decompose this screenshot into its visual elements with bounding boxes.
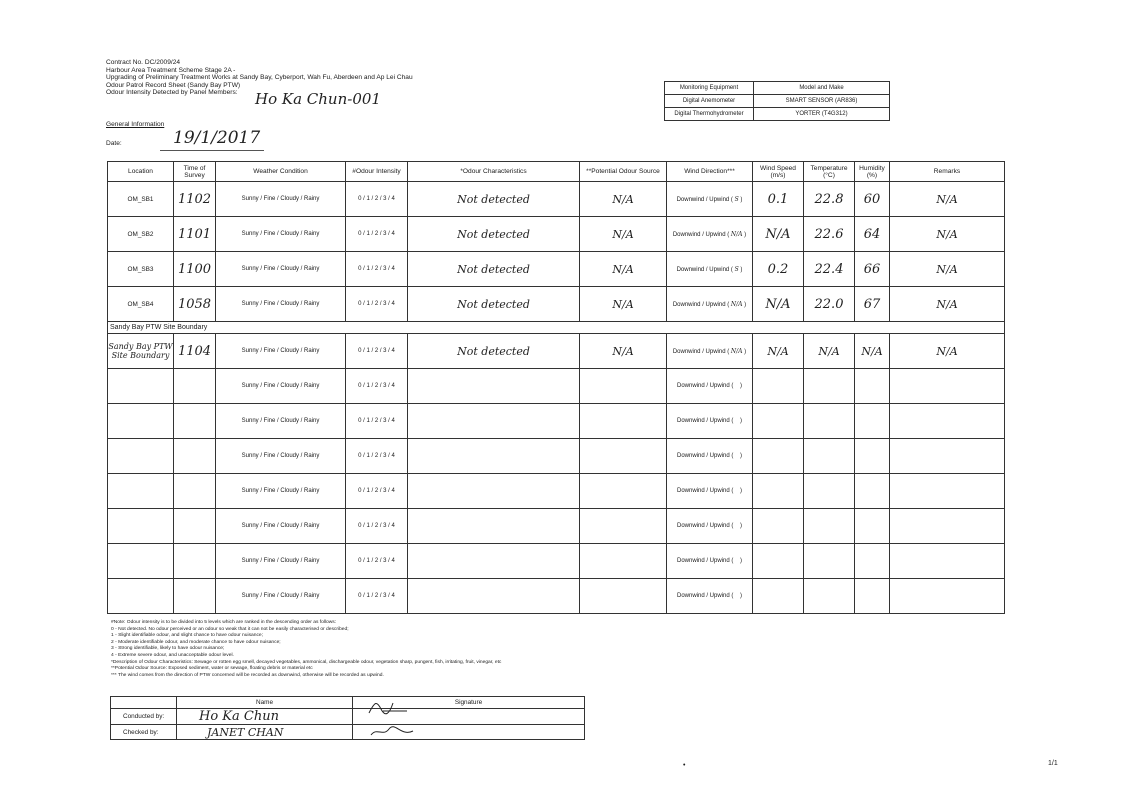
- odour-cell: [408, 404, 580, 439]
- wind-direction-text: Downwind / Upwind (: [676, 558, 734, 564]
- intensity-cell: 0 / 1 / 2 / 3 / 4: [346, 509, 408, 544]
- table-row: [108, 252, 1005, 287]
- odour-cell: [408, 509, 580, 544]
- section-label: Sandy Bay PTW Site Boundary: [108, 322, 1005, 334]
- wind-direction-text: Downwind / Upwind (: [672, 301, 730, 308]
- col-header: Temperature (°C): [804, 162, 855, 182]
- weather-cell: Sunny / Fine / Cloudy / Rainy: [216, 544, 346, 579]
- source-cell: [580, 439, 667, 474]
- wind-direction-cell: Downwind / Upwind ( ): [667, 474, 753, 509]
- location-cell: OM_SB2: [108, 217, 174, 252]
- equip-model: SMART SENSOR (AR836): [754, 95, 890, 108]
- intensity-cell: 0 / 1 / 2 / 3 / 4: [346, 252, 408, 287]
- odour-cell: [408, 579, 580, 614]
- remarks-cell: N/A: [890, 334, 1005, 369]
- conducted-by-label: Conducted by:: [111, 709, 177, 725]
- wind-note: N/A: [730, 347, 743, 355]
- remarks-cell: N/A: [890, 182, 1005, 217]
- temp-cell: [804, 474, 855, 509]
- note-line: 3 - Strong identifiable, likely to have odour nuisance;: [111, 646, 225, 652]
- temp-cell: 22.4: [804, 252, 855, 287]
- humidity-cell: 67: [855, 287, 890, 322]
- remarks-cell: [890, 544, 1005, 579]
- source-cell: [580, 509, 667, 544]
- location-cell: [108, 579, 174, 614]
- table-row-blank: [108, 404, 1005, 439]
- date-label: Date:: [106, 140, 122, 147]
- time-cell: [174, 544, 216, 579]
- note-line: *Description of Odour Characteristics: Sewage or rotten egg smell, decayed vegetables, ammonical, dischargeable odour, vegetation sharp, pungent, fish, irritating, fruit, vinegar, etc: [111, 659, 502, 665]
- intensity-cell: 0 / 1 / 2 / 3 / 4: [346, 439, 408, 474]
- table-row: [108, 334, 1005, 369]
- source-cell: [580, 544, 667, 579]
- weather-cell: Sunny / Fine / Cloudy / Rainy: [216, 287, 346, 322]
- wind-direction-text: Downwind / Upwind (: [676, 266, 733, 273]
- table-header-row: [108, 162, 1005, 182]
- speck-mark: •: [683, 762, 686, 769]
- location-cell: [108, 369, 174, 404]
- odour-cell: [408, 544, 580, 579]
- humidity-cell: [855, 369, 890, 404]
- equip-model: YORTER (T4G312): [754, 108, 890, 121]
- source-cell: [580, 474, 667, 509]
- odour-cell: Not detected: [408, 334, 580, 369]
- intensity-cell: 0 / 1 / 2 / 3 / 4: [346, 404, 408, 439]
- signature-scrawl-icon: [363, 699, 423, 715]
- odour-cell: Not detected: [408, 182, 580, 217]
- weather-cell: Sunny / Fine / Cloudy / Rainy: [216, 439, 346, 474]
- note-line: 1 - Slight identifiable odour, and slight chance to have odour nuisance;: [111, 633, 263, 639]
- source-cell: N/A: [580, 334, 667, 369]
- time-cell: 1101: [174, 217, 216, 252]
- wind-direction-cell: Downwind / Upwind ( ): [667, 509, 753, 544]
- general-info-label: General Information: [106, 121, 165, 128]
- works-title: Upgrading of Preliminary Treatment Works at Sandy Bay, Cyberport, Wah Fu, Aberdeen and Ap Lei Chau: [106, 74, 413, 82]
- speed-cell: [753, 509, 804, 544]
- table-row: [108, 287, 1005, 322]
- location-cell: OM_SB4: [108, 287, 174, 322]
- location-cell: OM_SB3: [108, 252, 174, 287]
- wind-direction-cell: Downwind / Upwind ( N/A ): [667, 287, 753, 322]
- remarks-cell: [890, 404, 1005, 439]
- temp-cell: [804, 579, 855, 614]
- wind-note: N/A: [730, 300, 743, 308]
- humidity-cell: [855, 404, 890, 439]
- odour-record-table: [107, 161, 1005, 614]
- wind-direction-text: Downwind / Upwind (: [676, 523, 734, 529]
- speed-cell: N/A: [753, 334, 804, 369]
- checked-by-label: Checked by:: [111, 725, 177, 740]
- speed-cell: [753, 439, 804, 474]
- note-line: **Potential Odour Source: Exposed sediment, water or sewage, floating debris or material etc: [111, 666, 313, 672]
- contract-no: Contract No. DC/2009/24: [106, 59, 181, 66]
- remarks-cell: [890, 474, 1005, 509]
- odour-cell: Not detected: [408, 252, 580, 287]
- wind-direction-cell: Downwind / Upwind ( N/A ): [667, 334, 753, 369]
- equip-col-header: Monitoring Equipment: [665, 82, 754, 95]
- table-row-blank: [108, 579, 1005, 614]
- location-cell: [108, 404, 174, 439]
- equip-name: Digital Thermohydrometer: [665, 108, 754, 121]
- table-row-blank: [108, 439, 1005, 474]
- humidity-cell: [855, 544, 890, 579]
- intensity-cell: 0 / 1 / 2 / 3 / 4: [346, 579, 408, 614]
- signature-header: Signature: [353, 697, 585, 709]
- equip-name: Digital Anemometer: [665, 95, 754, 108]
- wind-direction-text: Downwind / Upwind (: [676, 593, 734, 599]
- sign-blank: [111, 697, 177, 709]
- weather-cell: Sunny / Fine / Cloudy / Rainy: [216, 579, 346, 614]
- note-line: #Note: Odour intensity is to be divided into 5 levels which are ranked in the descending order as follows:: [111, 620, 337, 625]
- remarks-cell: [890, 369, 1005, 404]
- humidity-cell: N/A: [855, 334, 890, 369]
- panel-member-handwriting: Ho Ka Chun-001: [255, 90, 381, 108]
- temp-cell: [804, 544, 855, 579]
- col-header: #Odour Intensity: [346, 162, 408, 182]
- intensity-cell: 0 / 1 / 2 / 3 / 4: [346, 334, 408, 369]
- note-line: *** The wind comes from the direction of PTW concerned will be recorded as downwind, otherwise will be recorded as upwind.: [111, 672, 384, 678]
- speed-cell: [753, 474, 804, 509]
- remarks-cell: [890, 509, 1005, 544]
- conducted-signature: [353, 709, 585, 725]
- col-header: Humidity (%): [855, 162, 890, 182]
- wind-direction-text: Downwind / Upwind (: [676, 488, 734, 494]
- temp-cell: [804, 509, 855, 544]
- weather-cell: Sunny / Fine / Cloudy / Rainy: [216, 404, 346, 439]
- col-header: Weather Condition: [216, 162, 346, 182]
- weather-cell: Sunny / Fine / Cloudy / Rainy: [216, 369, 346, 404]
- table-row-blank: [108, 544, 1005, 579]
- speed-cell: N/A: [753, 287, 804, 322]
- intensity-cell: 0 / 1 / 2 / 3 / 4: [346, 182, 408, 217]
- intensity-cell: 0 / 1 / 2 / 3 / 4: [346, 474, 408, 509]
- scheme-title: Harbour Area Treatment Scheme Stage 2A -: [106, 66, 236, 74]
- col-header: Remarks: [890, 162, 1005, 182]
- weather-cell: Sunny / Fine / Cloudy / Rainy: [216, 474, 346, 509]
- time-cell: [174, 579, 216, 614]
- col-header: *Odour Characteristics: [408, 162, 580, 182]
- remarks-cell: N/A: [890, 217, 1005, 252]
- odour-cell: [408, 439, 580, 474]
- wind-direction-text: Downwind / Upwind (: [676, 418, 734, 424]
- source-cell: [580, 369, 667, 404]
- speed-cell: [753, 544, 804, 579]
- notes-block: [111, 620, 501, 679]
- source-cell: N/A: [580, 252, 667, 287]
- weather-cell: Sunny / Fine / Cloudy / Rainy: [216, 217, 346, 252]
- checked-signature: [353, 725, 585, 740]
- odour-cell: [408, 369, 580, 404]
- col-header: Wind Direction***: [667, 162, 753, 182]
- humidity-cell: [855, 439, 890, 474]
- location-cell: OM_SB1: [108, 182, 174, 217]
- time-cell: 1102: [174, 182, 216, 217]
- odour-cell: Not detected: [408, 217, 580, 252]
- table-row: [108, 217, 1005, 252]
- remarks-cell: [890, 579, 1005, 614]
- wind-direction-cell: Downwind / Upwind ( ): [667, 439, 753, 474]
- temp-cell: [804, 404, 855, 439]
- time-cell: 1058: [174, 287, 216, 322]
- temp-cell: N/A: [804, 334, 855, 369]
- temp-cell: [804, 369, 855, 404]
- section-row: [108, 322, 1005, 334]
- conducted-name: Ho Ka Chun: [177, 709, 353, 725]
- wind-direction-text: Downwind / Upwind (: [676, 196, 733, 203]
- note-line: 4 - Extreme severe odour, and unacceptable odour level.: [111, 652, 234, 658]
- time-cell: [174, 474, 216, 509]
- wind-direction-cell: Downwind / Upwind ( ): [667, 369, 753, 404]
- wind-direction-cell: Downwind / Upwind ( ): [667, 544, 753, 579]
- location-cell: Sandy Bay PTW Site Boundary: [108, 334, 174, 369]
- humidity-cell: [855, 509, 890, 544]
- table-row-blank: [108, 509, 1005, 544]
- date-handwriting: 19/1/2017: [173, 128, 261, 148]
- temp-cell: 22.8: [804, 182, 855, 217]
- time-cell: [174, 404, 216, 439]
- wind-direction-cell: Downwind / Upwind ( S ): [667, 182, 753, 217]
- weather-cell: Sunny / Fine / Cloudy / Rainy: [216, 334, 346, 369]
- col-header: Time of Survey: [174, 162, 216, 182]
- speed-cell: [753, 404, 804, 439]
- intensity-cell: 0 / 1 / 2 / 3 / 4: [346, 287, 408, 322]
- equipment-table: [664, 81, 890, 121]
- wind-note: N/A: [730, 230, 743, 238]
- wind-direction-text: Downwind / Upwind (: [676, 453, 734, 459]
- speed-cell: N/A: [753, 217, 804, 252]
- wind-note: S: [734, 265, 739, 273]
- panel-label: Odour Intensity Detected by Panel Members:: [106, 89, 238, 97]
- speed-cell: [753, 579, 804, 614]
- checked-name: JANET CHAN: [177, 725, 353, 740]
- location-cell: [108, 439, 174, 474]
- signature-scrawl-icon: [367, 725, 427, 739]
- remarks-cell: N/A: [890, 287, 1005, 322]
- note-line: 2 - Moderate identifiable odour, and moderate chance to have odour nuisance;: [111, 639, 281, 645]
- odour-cell: [408, 474, 580, 509]
- wind-direction-cell: Downwind / Upwind ( ): [667, 404, 753, 439]
- wind-note: S: [734, 195, 739, 203]
- wind-direction-cell: Downwind / Upwind ( ): [667, 579, 753, 614]
- temp-cell: 22.6: [804, 217, 855, 252]
- col-header: Location: [108, 162, 174, 182]
- odour-cell: Not detected: [408, 287, 580, 322]
- temp-cell: 22.0: [804, 287, 855, 322]
- intensity-cell: 0 / 1 / 2 / 3 / 4: [346, 544, 408, 579]
- wind-direction-cell: Downwind / Upwind ( N/A ): [667, 217, 753, 252]
- location-cell: [108, 509, 174, 544]
- wind-direction-cell: Downwind / Upwind ( S ): [667, 252, 753, 287]
- signature-table: [110, 696, 585, 740]
- intensity-cell: 0 / 1 / 2 / 3 / 4: [346, 369, 408, 404]
- intensity-cell: 0 / 1 / 2 / 3 / 4: [346, 217, 408, 252]
- page-number: 1/1: [1048, 760, 1058, 767]
- col-header: Wind Speed (m/s): [753, 162, 804, 182]
- speed-cell: 0.2: [753, 252, 804, 287]
- time-cell: [174, 369, 216, 404]
- speed-cell: [753, 369, 804, 404]
- model-col-header: Model and Make: [754, 82, 890, 95]
- source-cell: N/A: [580, 287, 667, 322]
- time-cell: 1104: [174, 334, 216, 369]
- sheet-title: Odour Patrol Record Sheet (Sandy Bay PTW): [106, 81, 241, 89]
- temp-cell: [804, 439, 855, 474]
- table-row-blank: [108, 369, 1005, 404]
- note-line: 0 - Not detected. No odour perceived or an odour so weak that it can not be easily characterised or described;: [111, 626, 349, 632]
- time-cell: [174, 509, 216, 544]
- speed-cell: 0.1: [753, 182, 804, 217]
- source-cell: N/A: [580, 217, 667, 252]
- source-cell: [580, 579, 667, 614]
- table-row: [108, 182, 1005, 217]
- date-underline: [160, 150, 264, 151]
- source-cell: N/A: [580, 182, 667, 217]
- wind-direction-text: Downwind / Upwind (: [672, 231, 730, 238]
- humidity-cell: 64: [855, 217, 890, 252]
- time-cell: 1100: [174, 252, 216, 287]
- source-cell: [580, 404, 667, 439]
- remarks-cell: N/A: [890, 252, 1005, 287]
- remarks-cell: [890, 439, 1005, 474]
- wind-direction-text: Downwind / Upwind (: [676, 383, 734, 389]
- humidity-cell: [855, 474, 890, 509]
- col-header: **Potential Odour Source: [580, 162, 667, 182]
- weather-cell: Sunny / Fine / Cloudy / Rainy: [216, 182, 346, 217]
- location-cell: [108, 474, 174, 509]
- weather-cell: Sunny / Fine / Cloudy / Rainy: [216, 509, 346, 544]
- name-header: Name: [177, 697, 353, 709]
- wind-direction-text: Downwind / Upwind (: [672, 348, 730, 355]
- humidity-cell: [855, 579, 890, 614]
- table-row-blank: [108, 474, 1005, 509]
- humidity-cell: 60: [855, 182, 890, 217]
- time-cell: [174, 439, 216, 474]
- humidity-cell: 66: [855, 252, 890, 287]
- weather-cell: Sunny / Fine / Cloudy / Rainy: [216, 252, 346, 287]
- location-cell: [108, 544, 174, 579]
